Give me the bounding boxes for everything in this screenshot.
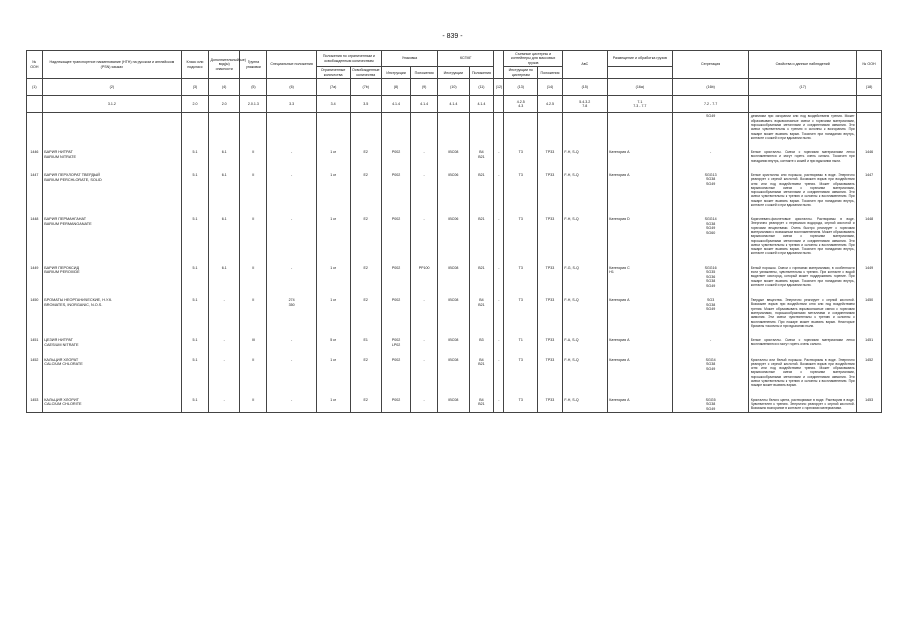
header-class: Класс или подкласс	[182, 51, 209, 79]
pp-cell: PP100	[411, 265, 438, 289]
ibc-instr-cell: IBC08	[438, 297, 469, 329]
ems-cell: F-H, S-Q	[562, 216, 607, 257]
subrisk-cell: 6.1	[208, 265, 239, 289]
table-row	[27, 149, 882, 164]
pp-cell: -	[411, 357, 438, 389]
pg-cell: II	[240, 297, 267, 329]
lq-cell: 1 кг	[316, 216, 350, 257]
header-c12	[494, 51, 504, 79]
name-cell	[42, 149, 181, 164]
ems-cell: F-H, S-Q	[562, 149, 607, 164]
c12-cell: -	[494, 297, 504, 329]
page-number: - 839 -	[442, 33, 463, 40]
ibc-prov-cell: B21	[469, 172, 494, 208]
psn-russian: КАЛЬЦИЯ ХЛОРИТ	[44, 397, 79, 402]
segregation-cell: SGG14 SG38 SG49 SG60	[672, 216, 748, 257]
psn-russian: БАРИЯ НИТРАТ	[44, 150, 73, 155]
header-subrisk: Дополнительный(ые) вид(ы) опасности	[208, 51, 239, 79]
column-code: 3.4	[316, 96, 350, 113]
segregation-cell: -	[672, 149, 748, 164]
tank-prov-cell: TP33	[538, 337, 563, 348]
psn-english: CALCIUM CHLORITE	[44, 402, 82, 407]
eq-cell: E2	[350, 397, 381, 413]
sp-cell: 274 350	[267, 297, 316, 329]
psn-english: BARIUM PERMANGANATE	[44, 221, 92, 226]
un-cell: 1449	[27, 265, 43, 289]
ibc-instr-cell: IBC08	[438, 397, 469, 413]
sp-cell: -	[267, 265, 316, 289]
subrisk-cell: 6.1	[208, 149, 239, 164]
column-code: 2.0	[182, 96, 209, 113]
table-row	[27, 216, 882, 257]
header-un-right: № ООН	[857, 51, 882, 79]
table-row	[27, 265, 882, 289]
pi-cell: P002	[381, 357, 410, 389]
c12-cell: -	[494, 397, 504, 413]
column-code: 3.5	[350, 96, 381, 113]
class-cell: 5.1	[182, 357, 209, 389]
column-number: (16a)	[607, 79, 672, 96]
column-number: (7a)	[316, 79, 350, 96]
ems-cell: F-G, S-Q	[562, 265, 607, 289]
ibc-instr-cell: IBC08	[438, 337, 469, 348]
psn-english: CALCIUM CHLORATE	[44, 362, 83, 367]
header-row-1	[27, 51, 882, 67]
row-spacer	[27, 257, 882, 265]
eq-cell: E2	[350, 172, 381, 208]
pi-cell: P002	[381, 149, 410, 164]
header-ibc-prov: Положения	[469, 67, 494, 79]
continuation-row	[27, 113, 882, 141]
tank-instr-cell: T3	[504, 172, 538, 208]
tank-instr-cell: T3	[504, 357, 538, 389]
continuation-description: деяниями при загорании или под воздействием трения. Может образовывать взрывоопасные смеси с горючими материалами, порошкообразными металлами и соединениями аммония. Эти смеси чувствительны к трению и склонны к возгоранию. При пожаре может вызвать взрыв. Токсичен при попадании внутрь, контакте с кожей и при вдыхании пыли.	[750, 114, 855, 140]
column-code: 4.1.4	[469, 96, 494, 113]
tank-prov-cell: TP33	[538, 397, 563, 413]
header-lq-eq: Положения по ограниченным и освобожденным количествам	[316, 51, 381, 67]
pp-cell: -	[411, 337, 438, 348]
eq-cell: E2	[350, 297, 381, 329]
column-number: (11)	[469, 79, 494, 96]
pi-cell: P002	[381, 297, 410, 329]
psn-english: CAESIUM NITRATE	[44, 342, 79, 347]
psn-russian: ЦЕЗИЯ НИТРАТ	[44, 338, 73, 343]
column-code: 5.4.3.2 7.8	[562, 96, 607, 113]
header-pg: Группа упаковки	[240, 51, 267, 79]
name-cell	[42, 297, 181, 329]
description-cell: Коричневато-фиолетовые кристаллы. Растворимы в воде. Энергично реагирует с перекисью водорода, серной кислотой и горючими веществами. Очень быстро реагирует с горючими материалами с возможным воспламенением. Может образовывать взрывоопасные смеси с горючими материалами, порошкообразными металлами и соединениями аммония. Эти смеси чувствительны к трению и склонны к воспламенению. При пожаре может вызвать взрыв. Токсичен при попадании внутрь, контакте с кожей и при вдыхании пыли.	[750, 217, 855, 256]
description-cell: Белые кристаллы. Смеси с горючими материалами легко воспламеняются и могут гореть очень сильно.	[749, 337, 857, 348]
column-number: (14)	[538, 79, 563, 96]
column-code: 7.2 - 7.7	[672, 96, 748, 113]
table-row	[27, 397, 882, 413]
class-cell: 5.1	[182, 397, 209, 413]
table-row	[27, 297, 882, 329]
pi-cell: P002	[381, 397, 410, 413]
header-ibc-instr: Инструкции	[438, 67, 469, 79]
header-lq: Ограниченные количества	[316, 67, 350, 79]
column-number: (9)	[411, 79, 438, 96]
un-right-cell: 1452	[857, 357, 882, 389]
tank-prov-cell: TP33	[538, 357, 563, 389]
column-code-row	[27, 96, 882, 113]
pg-cell: II	[240, 357, 267, 389]
lq-cell: 1 кг	[316, 357, 350, 389]
lq-cell: 1 кг	[316, 397, 350, 413]
lq-cell: 1 кг	[316, 172, 350, 208]
header-tank-instr: Инструкции по цистернам	[504, 67, 538, 79]
ibc-instr-cell: IBC08	[438, 357, 469, 389]
dangerous-goods-table	[26, 50, 882, 413]
description-cell: Кристаллы белого цвета, растворимые в воде. Растворим в воде. Чувствителен к трению. Энергично реагирует с серной кислотой. Возможно возгорание в контакте с горючими материалами.	[749, 397, 857, 413]
header-packing: Упаковка	[381, 51, 437, 67]
pp-cell: -	[411, 297, 438, 329]
stowage-cell: Категория A	[607, 337, 672, 348]
column-number: (16b)	[672, 79, 748, 96]
column-code	[749, 96, 857, 113]
ems-cell: F-A, S-Q	[562, 337, 607, 348]
continuation-segregation: SG49	[672, 113, 748, 141]
segregation-cell: -	[672, 337, 748, 348]
class-cell: 5.1	[182, 172, 209, 208]
ibc-instr-cell: IBC06	[438, 216, 469, 257]
ibc-prov-cell: B4 B21	[469, 297, 494, 329]
column-code: 4.2.5 4.3	[504, 96, 538, 113]
pp-cell: -	[411, 397, 438, 413]
column-code: 3.1.2	[42, 96, 181, 113]
header-tank-prov: Положения	[538, 67, 563, 79]
sp-cell: -	[267, 357, 316, 389]
stowage-cell: Категория A	[607, 397, 672, 413]
row-spacer	[27, 389, 882, 397]
stowage-cell: Категория C H1	[607, 265, 672, 289]
row-spacer	[27, 349, 882, 357]
subrisk-cell: -	[208, 337, 239, 348]
ibc-instr-cell: IBC06	[438, 172, 469, 208]
subrisk-cell: -	[208, 357, 239, 389]
ibc-prov-cell: B21	[469, 216, 494, 257]
header-segregation: Сегрегация	[672, 51, 748, 79]
un-cell: 1450	[27, 297, 43, 329]
psn-russian: БАРИЯ ПЕРМАНГАНАТ	[44, 217, 87, 222]
column-code: 2.0	[208, 96, 239, 113]
c12-cell: -	[494, 337, 504, 348]
pi-cell: P002 LP02	[381, 337, 410, 348]
row-spacer	[27, 141, 882, 149]
class-cell: 5.1	[182, 297, 209, 329]
table-row	[27, 337, 882, 348]
name-cell	[42, 397, 181, 413]
lq-cell: 5 кг	[316, 337, 350, 348]
psn-russian: БАРИЯ ПЕРХЛОРАТ ТВЕРДЫЙ	[44, 172, 101, 177]
description-cell: Кристаллы или белый порошок. Растворимы в воде. Энергично реагирует с серной кислотой. Возможен взрыв при воздействии огня или под воздействием трения. Может образовывать взрывоопасные смеси с горючими материалами, порошкообразными металлами и соединениями аммония. Эти смеси чувствительны к трению и склонны к воспламенению. При пожаре может вызвать взрыв.	[750, 357, 855, 388]
row-spacer	[27, 329, 882, 337]
ibc-prov-cell: B4 B21	[469, 149, 494, 164]
sp-cell: -	[267, 149, 316, 164]
tank-instr-cell: T3	[504, 397, 538, 413]
ibc-instr-cell: IBC08	[438, 265, 469, 289]
un-right-cell: 1450	[857, 297, 882, 329]
subrisk-cell: -	[208, 297, 239, 329]
column-number-row	[27, 79, 882, 96]
un-cell: 1451	[27, 337, 43, 348]
class-cell: 5.1	[182, 265, 209, 289]
column-number: (18)	[857, 79, 882, 96]
eq-cell: E2	[350, 216, 381, 257]
segregation-cell: SGG4 SG38 SG49	[672, 357, 748, 389]
ems-cell: F-H, S-Q	[562, 172, 607, 208]
header-pi: Инструкции	[381, 67, 410, 79]
column-number: (2)	[42, 79, 181, 96]
psn-english: BARIUM NITRATE	[44, 154, 77, 159]
un-cell: 1447	[27, 172, 43, 208]
header-eq: Освобожденные количества	[352, 68, 380, 77]
column-number: (13)	[504, 79, 538, 96]
ems-cell: F-H, S-Q	[562, 357, 607, 389]
description-cell: Белые кристаллы или порошок, растворимы в воде. Энергично реагирует с серной кислотой. Возможен взрыв при воздействии огня или под воздействием трения. Может образовывать взрывоопасные смеси с горючими материалами, порошкообразными металлами и соединениями аммония. Эти смеси чувствительны к трению и склонны к воспламенению. При пожаре может вызвать взрыв. Токсичен при попадании внутрь, контакте с кожей и при вдыхании пыли.	[750, 172, 855, 207]
pg-cell: III	[240, 337, 267, 348]
row-spacer	[27, 208, 882, 216]
column-number: (3)	[182, 79, 209, 96]
column-number: (4)	[208, 79, 239, 96]
pg-cell: II	[240, 397, 267, 413]
ibc-prov-cell: B21	[469, 265, 494, 289]
subrisk-cell: 6.1	[208, 216, 239, 257]
tank-prov-cell: TP33	[538, 297, 563, 329]
lq-cell: 1 кг	[316, 149, 350, 164]
lq-cell: 1 кг	[316, 297, 350, 329]
subrisk-cell: -	[208, 397, 239, 413]
header-tanks: Съемные цистерны и контейнеры для массовых грузов	[504, 51, 562, 67]
un-right-cell: 1451	[857, 337, 882, 348]
column-code: 2.0.1.3	[240, 96, 267, 113]
stowage-cell: Категория A	[607, 172, 672, 208]
un-cell: 1453	[27, 397, 43, 413]
tank-prov-cell: TP33	[538, 216, 563, 257]
psn-russian: КАЛЬЦИЯ ХЛОРАТ	[44, 357, 79, 362]
psn-english: BARIUM PEROXIDE	[44, 270, 80, 275]
psn-russian: БРОМАТЫ НЕОРГАНИЧЕСКИЕ, Н.У.К.	[44, 298, 113, 303]
eq-cell: E2	[350, 265, 381, 289]
un-cell: 1452	[27, 357, 43, 389]
sp-cell: -	[267, 216, 316, 257]
subrisk-cell: 6.1	[208, 172, 239, 208]
ems-cell: F-H, S-Q	[562, 297, 607, 329]
pg-cell: II	[240, 149, 267, 164]
segregation-cell: SGG16 SG35 SG36 SG38 SG49	[672, 265, 748, 289]
column-code: 3.3	[267, 96, 316, 113]
header-stowage: Размещение и обработка грузов	[607, 51, 672, 67]
ibc-prov-cell: B4 B21	[469, 357, 494, 389]
header-ems: АвС	[562, 51, 607, 79]
eq-cell: E1	[350, 337, 381, 348]
description-cell: Белый порошок. Смеси с горючими материалами, в особенности если увлажнены, чувствительны к трению. При контакте с водой выделяет кислород, который может поддерживать горение. При пожаре может вызвать взрыв. Токсичен при попадании внутрь, контакте с кожей и при вдыхании пыли.	[749, 265, 857, 289]
column-code: 4.1.4	[411, 96, 438, 113]
pi-cell: P002	[381, 216, 410, 257]
tank-instr-cell: T3	[504, 216, 538, 257]
column-number: (6)	[267, 79, 316, 96]
sp-cell: -	[267, 172, 316, 208]
segregation-cell: SG3 SG38 SG49	[672, 297, 748, 329]
column-number: (1)	[27, 79, 43, 96]
stowage-cell: Категория D	[607, 216, 672, 257]
column-code	[494, 96, 504, 113]
row-spacer	[27, 164, 882, 172]
pp-cell: -	[411, 172, 438, 208]
stowage-cell: Категория A	[607, 357, 672, 389]
c12-cell: -	[494, 357, 504, 389]
pg-cell: II	[240, 172, 267, 208]
tank-instr-cell: T1	[504, 337, 538, 348]
tank-prov-cell: TP33	[538, 265, 563, 289]
column-number: (7b)	[350, 79, 381, 96]
pp-cell: -	[411, 149, 438, 164]
name-cell	[42, 265, 181, 289]
eq-cell: E2	[350, 357, 381, 389]
column-code	[27, 96, 43, 113]
c12-cell: -	[494, 216, 504, 257]
column-number: (10)	[438, 79, 469, 96]
c12-cell: -	[494, 265, 504, 289]
header-sp: Специальные положения	[267, 51, 316, 79]
tank-prov-cell: TP33	[538, 172, 563, 208]
psn-english: BARIUM PERCHLORATE, SOLID	[44, 177, 102, 182]
column-number: (12)	[494, 79, 504, 96]
class-cell: 5.1	[182, 216, 209, 257]
column-code: 4.1.4	[438, 96, 469, 113]
header-ibc: КСГМГ	[438, 51, 494, 67]
table-row	[27, 357, 882, 389]
tank-prov-cell: TP33	[538, 149, 563, 164]
un-right-cell: 1446	[857, 149, 882, 164]
pg-cell: II	[240, 216, 267, 257]
stowage-cell: Категория A	[607, 149, 672, 164]
sp-cell: -	[267, 337, 316, 348]
un-right-cell: 1448	[857, 216, 882, 257]
psn-english: BROMATES, INORGANIC, N.O.S.	[44, 302, 103, 307]
un-right-cell: 1449	[857, 265, 882, 289]
tank-instr-cell: T3	[504, 265, 538, 289]
class-cell: 5.1	[182, 149, 209, 164]
stowage-cell: Категория A	[607, 297, 672, 329]
description-cell: Белые кристаллы. Смеси с горючими материалами легко воспламеняются и могут гореть очень сильно. Токсичен при попадании внутрь, контакте с кожей и при вдыхании пыли.	[750, 150, 855, 163]
segregation-cell: SGG13 SG38 SG49	[672, 172, 748, 208]
name-cell	[42, 216, 181, 257]
name-cell	[42, 357, 181, 389]
table-row	[27, 172, 882, 208]
lq-cell: 1 кг	[316, 265, 350, 289]
header-un: № ООН	[27, 51, 43, 79]
header-stow-16a	[607, 67, 672, 79]
psn-russian: БАРИЯ ПЕРОКСИД	[44, 265, 80, 270]
description-cell: Твердые вещества. Энергично реагирует с серной кислотой. Возможен взрыв при воздействии огня или под воздействием трения. Может образовывать взрывоопасные смеси с горючими материалами, порошкообразными металлами и соединениями аммония. Эти смеси чувствительны к трению и склонны к воспламенению. При пожаре может вызвать взрыв. Некоторые броматы токсичны и при вдыхании пыли.	[750, 298, 855, 328]
ibc-prov-cell: B3	[469, 337, 494, 348]
column-number: (8)	[381, 79, 410, 96]
class-cell: 5.1	[182, 337, 209, 348]
un-cell: 1448	[27, 216, 43, 257]
column-number: (5)	[240, 79, 267, 96]
pp-cell: -	[411, 216, 438, 257]
row-spacer	[27, 289, 882, 297]
un-cell: 1446	[27, 149, 43, 164]
header-psn: Надлежащее транспортное наименование (НТН) на русском и английском (PSN) языках	[42, 51, 181, 79]
ibc-instr-cell: IBC08	[438, 149, 469, 164]
column-code: 4.1.4	[381, 96, 410, 113]
pi-cell: P002	[381, 265, 410, 289]
un-right-cell: 1447	[857, 172, 882, 208]
column-number: (17)	[749, 79, 857, 96]
tank-instr-cell: T3	[504, 297, 538, 329]
c12-cell: -	[494, 172, 504, 208]
tank-instr-cell: T3	[504, 149, 538, 164]
column-code: 7.1 7.3 - 7.7	[607, 96, 672, 113]
pi-cell: P002	[381, 172, 410, 208]
c12-cell: -	[494, 149, 504, 164]
header-pp: Положения	[411, 67, 438, 79]
ems-cell: F-H, S-Q	[562, 397, 607, 413]
column-number: (15)	[562, 79, 607, 96]
name-cell	[42, 337, 181, 348]
column-code	[857, 96, 882, 113]
header-properties: Свойства и данные наблюдений	[749, 51, 857, 79]
sp-cell: -	[267, 397, 316, 413]
pg-cell: II	[240, 265, 267, 289]
column-code: 4.2.5	[538, 96, 563, 113]
ibc-prov-cell: B4 B21	[469, 397, 494, 413]
un-right-cell: 1453	[857, 397, 882, 413]
eq-cell: E2	[350, 149, 381, 164]
segregation-cell: SGG5 SG38 SG49	[672, 397, 748, 413]
name-cell	[42, 172, 181, 208]
